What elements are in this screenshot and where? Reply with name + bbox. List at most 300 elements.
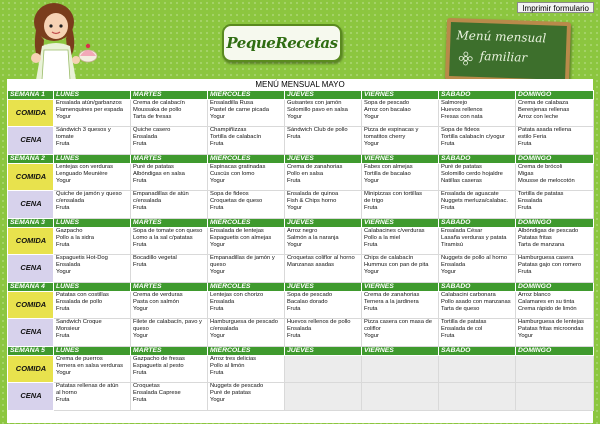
dish-text: Solomillo pavo en salsa — [287, 106, 348, 113]
dish-text: Pasta con salmón — [133, 298, 180, 305]
dish-text: Espaguetis Hot-Dog — [56, 255, 108, 261]
dish-text: Ensalada — [133, 133, 158, 140]
menu-cell[interactable] — [131, 100, 208, 127]
dish-text: Sopa de fideos — [441, 127, 480, 133]
menu-cell[interactable] — [54, 255, 131, 283]
menu-cell[interactable] — [131, 164, 208, 191]
dish-text: Bacalao dorado — [287, 298, 328, 305]
dish-text: Ensalada — [441, 261, 466, 268]
dish-text: coliflor — [364, 325, 381, 332]
dish-text: de trigo — [364, 197, 384, 204]
dish-text: Hamburguesa de lentejas — [518, 319, 585, 325]
dish-text: Fruta — [364, 204, 378, 211]
dish-text: Chips de calabacín — [364, 255, 414, 261]
dish-text: Hamburguesa de pescado — [210, 319, 278, 325]
dish-text: Tarta de queso — [441, 305, 480, 312]
comida-label: COMIDA — [8, 228, 54, 255]
dish-text: Patatas rellenas de atún — [56, 383, 119, 389]
dish-text: Ensalada — [287, 325, 312, 332]
day-header: DOMINGO — [516, 283, 594, 292]
comida-row — [8, 292, 594, 319]
dish-text: Monsieur — [56, 325, 80, 332]
menu-cell[interactable] — [54, 292, 131, 319]
dish-text: al horno — [56, 389, 77, 396]
dish-text: Arroz con leche — [518, 113, 559, 120]
cena-row — [8, 255, 594, 283]
dish-text: Minipizzas con tortillas — [364, 191, 422, 197]
print-form-button[interactable]: Imprimir formulario — [517, 2, 594, 13]
dish-text: Yogur — [210, 113, 225, 120]
dish-text: Pollo a la sidra — [56, 234, 95, 241]
dish-text: Quiche casero — [133, 127, 171, 133]
day-header: LUNES — [54, 219, 131, 228]
day-header: SÁBADO — [439, 219, 516, 228]
dish-text: Fruta — [133, 177, 147, 184]
dish-text: Yogur — [364, 177, 379, 184]
dish-text: Fruta — [210, 140, 224, 147]
day-header: LUNES — [54, 155, 131, 164]
menu-cell[interactable] — [54, 100, 131, 127]
menu-table — [7, 90, 594, 411]
dish-text: Yogur — [210, 332, 225, 339]
dish-text: Yogur — [518, 332, 533, 339]
menu-cell[interactable] — [439, 356, 516, 383]
dish-text: Fresas con nata — [441, 113, 483, 120]
dish-text: queso — [133, 325, 149, 332]
day-header: DOMINGO — [516, 347, 594, 356]
day-header: MARTES — [131, 91, 208, 100]
dish-text: Fruta — [210, 305, 224, 312]
dish-text: Fruta — [441, 332, 455, 339]
dish-text: Bocadillo vegetal — [133, 255, 177, 261]
dish-text: Lentejas con chorizo — [210, 292, 264, 298]
dish-text: Tiramisú — [441, 241, 464, 248]
menu-cell[interactable] — [54, 228, 131, 255]
dish-text: Ensalada de pollo — [56, 298, 103, 305]
dish-text: Ensalada Caprese — [133, 389, 181, 396]
dish-text: Pizza de espinacas y — [364, 127, 419, 133]
dish-text: Mousse de melocotón — [518, 177, 575, 184]
dish-text: Salmorejo — [441, 100, 468, 106]
menu-cell[interactable] — [285, 127, 362, 155]
menu-cell[interactable] — [516, 191, 594, 219]
menu-cell[interactable] — [285, 228, 362, 255]
day-header: SÁBADO — [439, 283, 516, 292]
dish-text: Puré de patatas — [441, 164, 482, 170]
day-header: JUEVES — [285, 347, 362, 356]
cena-label: CENA — [8, 319, 54, 347]
dish-text: Yogur — [56, 369, 71, 376]
dish-text: Sopa de pescado — [364, 100, 410, 106]
dish-text: Solomillo cerdo hojaldre — [441, 170, 503, 177]
dish-text: Gazpacho — [56, 228, 83, 234]
day-header: MARTES — [131, 347, 208, 356]
cena-label: CENA — [8, 127, 54, 155]
dish-text: Fruta — [518, 204, 532, 211]
dish-text: Yogur — [441, 268, 456, 275]
dish-text: Ternera a la jardinera — [364, 298, 419, 305]
dish-text: Patatas fritas microondas — [518, 325, 584, 332]
menu-cell[interactable] — [54, 127, 131, 155]
day-header: VIERNES — [362, 155, 439, 164]
menu-cell[interactable] — [362, 191, 439, 219]
dish-text: Tortilla de bacalao — [364, 170, 411, 177]
dish-text: Sopa de pescado — [287, 292, 333, 298]
dish-text: Ternera en salsa verduras — [56, 362, 124, 369]
menu-cell[interactable] — [54, 383, 131, 411]
dish-text: Croquetas coliflor al horno — [287, 255, 355, 261]
dish-text: Arroz blanco — [518, 292, 551, 298]
menu-cell[interactable] — [362, 127, 439, 155]
dish-text: Champiñizzas — [210, 127, 247, 133]
dish-text: Pollo asado con manzanas — [441, 298, 511, 305]
dish-text: Calamares en su tinta — [518, 298, 575, 305]
menu-cell[interactable] — [439, 127, 516, 155]
menu-cell[interactable] — [208, 356, 285, 383]
dish-text: Quiche de jamón y queso — [56, 191, 122, 197]
menu-cell[interactable] — [285, 255, 362, 283]
cena-row — [8, 191, 594, 219]
menu-cell[interactable] — [285, 191, 362, 219]
dish-text: Hamburguesa casera — [518, 255, 574, 261]
menu-title: MENÚ MENSUAL MAYO — [255, 80, 345, 89]
dish-text: Calabacines c/verduras — [364, 228, 425, 234]
menu-cell[interactable] — [362, 228, 439, 255]
dish-text: Ensalada César — [441, 228, 483, 234]
dish-text: Crema de calabaza — [518, 100, 569, 106]
dish-text: Tortilla calabacín c/yogur — [441, 133, 505, 140]
dish-text: Crema de puerros — [56, 356, 103, 362]
dish-text: Hummus con pan de pita — [364, 261, 429, 268]
dish-text: Flamenquines per espada — [56, 106, 124, 113]
menu-cell[interactable] — [285, 319, 362, 347]
dish-text: Manzanas asadas — [287, 261, 335, 268]
menu-cell[interactable] — [131, 319, 208, 347]
menu-cell[interactable] — [516, 228, 594, 255]
menu-cell[interactable] — [208, 127, 285, 155]
dish-text: Cuscús con lomo — [210, 170, 255, 177]
menu-cell[interactable] — [131, 255, 208, 283]
dish-text: Fruta — [441, 140, 455, 147]
day-header: VIERNES — [362, 347, 439, 356]
menu-cell[interactable] — [285, 164, 362, 191]
dish-text: Sándwich 3 quesos y — [56, 127, 111, 133]
menu-cell[interactable] — [439, 228, 516, 255]
menu-cell[interactable] — [208, 228, 285, 255]
chef-girl-illustration — [6, 0, 106, 80]
week-label: SEMANA 4 — [8, 283, 54, 292]
dish-text: Lasaña verduras y patata — [441, 234, 507, 241]
dish-text: Sopa de tomate con queso — [133, 228, 203, 234]
menu-cell[interactable] — [362, 100, 439, 127]
dish-text: Patatas fritas — [518, 234, 552, 241]
dish-text: Fabes con almejas — [364, 164, 413, 170]
day-header: VIERNES — [362, 219, 439, 228]
menu-cell[interactable] — [208, 383, 285, 411]
menu-cell[interactable] — [285, 383, 362, 411]
cena-row — [8, 383, 594, 411]
menu-cell[interactable] — [439, 100, 516, 127]
dish-text: Pizza casera con masa de — [364, 319, 432, 325]
board-line-2: familiar — [479, 49, 528, 65]
comida-row — [8, 164, 594, 191]
day-header: DOMINGO — [516, 219, 594, 228]
menu-cell[interactable] — [54, 319, 131, 347]
dish-text: c/ensalada — [133, 197, 162, 204]
menu-cell[interactable] — [439, 383, 516, 411]
board-line-1: Menú mensual — [456, 28, 547, 46]
brand-logo — [222, 24, 342, 62]
menu-cell[interactable] — [208, 100, 285, 127]
dish-text: Yogur — [210, 268, 225, 275]
dish-text: Patata asada rellena — [518, 127, 572, 133]
menu-cell[interactable] — [131, 292, 208, 319]
dish-text: Arroz con bacalao — [364, 106, 411, 113]
day-header: LUNES — [54, 91, 131, 100]
dish-text: Yogur — [133, 305, 148, 312]
day-header: LUNES — [54, 347, 131, 356]
menu-cell[interactable] — [54, 191, 131, 219]
dish-text: Yogur — [56, 268, 71, 275]
dish-text: Guisantes con jamón — [287, 100, 342, 106]
menu-cell[interactable] — [285, 100, 362, 127]
dish-text: Crema de calabacín — [133, 100, 185, 106]
menu-cell[interactable] — [516, 255, 594, 283]
menu-cell[interactable] — [208, 292, 285, 319]
dish-text: Yogur — [287, 241, 302, 248]
dish-text: Natillas caseras — [441, 177, 482, 184]
dish-text: Huevos rellenos — [441, 106, 483, 113]
dish-text: Fruta — [56, 140, 70, 147]
dish-text: Gazpacho de fresas — [133, 356, 185, 362]
dish-text: Yogur — [210, 177, 225, 184]
dish-text: Filete de calabacín, pavo y — [133, 319, 202, 325]
menu-cell[interactable] — [516, 292, 594, 319]
dish-text: Pollo en salsa — [287, 170, 324, 177]
dish-text: Ensalada — [210, 298, 235, 305]
menu-cell[interactable] — [362, 164, 439, 191]
week-header-row — [8, 283, 594, 292]
dish-text: Crema de zanahorias — [364, 292, 420, 298]
week-label: SEMANA 5 — [8, 347, 54, 356]
dish-text: Yogur — [133, 332, 148, 339]
menu-cell[interactable] — [439, 292, 516, 319]
menu-cell[interactable] — [54, 164, 131, 191]
dish-text: Ensalada — [56, 261, 81, 268]
menu-cell[interactable] — [516, 164, 594, 191]
dish-text: Fruta — [133, 369, 147, 376]
dish-text: c/ensalada — [56, 197, 85, 204]
menu-cell[interactable] — [131, 127, 208, 155]
week-header-row — [8, 219, 594, 228]
day-header: SÁBADO — [439, 91, 516, 100]
day-header: MARTES — [131, 219, 208, 228]
day-header: VIERNES — [362, 91, 439, 100]
dish-text: tomatitos cherry — [364, 133, 406, 140]
cena-row — [8, 319, 594, 347]
week-label: SEMANA 1 — [8, 91, 54, 100]
menu-cell[interactable] — [208, 255, 285, 283]
menu-cell[interactable] — [439, 191, 516, 219]
flower-doodle-icon — [457, 50, 474, 67]
menu-cell[interactable] — [208, 191, 285, 219]
dish-text: Yogur — [364, 140, 379, 147]
dish-text: Tarta de manzana — [518, 241, 565, 248]
dish-text: Fruta — [210, 369, 224, 376]
menu-cell[interactable] — [362, 319, 439, 347]
menu-cell[interactable] — [285, 292, 362, 319]
dish-text: Nuggets de pescado — [210, 383, 264, 389]
menu-cell[interactable] — [362, 356, 439, 383]
dish-text: Yogur — [287, 204, 302, 211]
dish-text: Ensaladilla Rusa — [210, 100, 254, 106]
dish-text: Crema de zanahorias — [287, 164, 343, 170]
dish-text: Ensalada atún/garbanzos — [56, 100, 122, 106]
day-header: JUEVES — [285, 283, 362, 292]
day-header: SÁBADO — [439, 347, 516, 356]
dish-text: Crema de verduras — [133, 292, 183, 298]
week-header-row — [8, 91, 594, 100]
comida-label: COMIDA — [8, 356, 54, 383]
dish-text: Empanadillas de atún — [133, 191, 189, 197]
menu-cell[interactable] — [516, 356, 594, 383]
menu-cell[interactable] — [131, 383, 208, 411]
dish-text: Pollo a la miel — [364, 234, 401, 241]
menu-cell[interactable] — [516, 127, 594, 155]
menu-cell[interactable] — [439, 164, 516, 191]
day-header: MIÉRCOLES — [208, 347, 285, 356]
dish-text: Fruta — [133, 140, 147, 147]
cena-row — [8, 127, 594, 155]
day-header: SÁBADO — [439, 155, 516, 164]
menu-cell[interactable] — [131, 356, 208, 383]
dish-text: Espaguetis al pesto — [133, 362, 184, 369]
menu-cell[interactable] — [131, 191, 208, 219]
dish-text: Nuggets merluza/calabac. — [441, 197, 509, 204]
dish-text: Migas — [518, 170, 534, 177]
dish-text: Fruta — [56, 305, 70, 312]
dish-text: Ensalada de quinoa — [287, 191, 339, 197]
dish-text: Espaguetis con almejas — [210, 234, 272, 241]
dish-text: Calabacini carbonara — [441, 292, 496, 298]
dish-text: Fruta — [133, 241, 147, 248]
dish-text: Yogur — [56, 177, 71, 184]
menu-cell[interactable] — [439, 319, 516, 347]
menu-cell[interactable] — [54, 356, 131, 383]
chalkboard-sign — [445, 18, 571, 84]
dish-text: Yogur — [364, 113, 379, 120]
dish-text: Fruta — [287, 332, 301, 339]
dish-text: Fruta — [287, 177, 301, 184]
day-header: JUEVES — [285, 219, 362, 228]
menu-cell[interactable] — [208, 319, 285, 347]
dish-text: Nuggets de pollo al horno — [441, 255, 508, 261]
dish-text: Tortilla de patatas — [518, 191, 564, 197]
comida-row — [8, 100, 594, 127]
dish-text: Patatas con costillas — [56, 292, 109, 298]
dish-text: tomate — [56, 133, 74, 140]
day-header: MIÉRCOLES — [208, 155, 285, 164]
comida-row — [8, 228, 594, 255]
dish-text: Fruta — [56, 204, 70, 211]
dish-text: Albóndigas de pescado — [518, 228, 579, 234]
comida-row — [8, 356, 594, 383]
dish-text: Tortilla de calabacín — [210, 133, 262, 140]
dish-text: Arroz negro — [287, 228, 318, 234]
day-header: DOMINGO — [516, 91, 594, 100]
day-header: VIERNES — [362, 283, 439, 292]
dish-text: queso — [210, 261, 226, 268]
week-label: SEMANA 3 — [8, 219, 54, 228]
menu-cell[interactable] — [362, 255, 439, 283]
dish-text: Fruta — [287, 133, 301, 140]
dish-text: Yogur — [364, 268, 379, 275]
day-header: MIÉRCOLES — [208, 91, 285, 100]
dish-text: Pastel de carne picada — [210, 106, 269, 113]
cena-label: CENA — [8, 191, 54, 219]
menu-cell[interactable] — [285, 356, 362, 383]
menu-cell[interactable] — [516, 319, 594, 347]
dish-text: Ensalada de col — [441, 325, 483, 332]
dish-text: Sándwich Club de pollo — [287, 127, 348, 133]
comida-label: COMIDA — [8, 292, 54, 319]
dish-text: Fruta — [210, 204, 224, 211]
dish-text: Yogur — [56, 113, 71, 120]
menu-cell[interactable] — [362, 383, 439, 411]
dish-text: Fruta — [56, 396, 70, 403]
dish-text: Crema de brócoli — [518, 164, 563, 170]
dish-text: Puré de patatas — [133, 164, 174, 170]
cena-label: CENA — [8, 255, 54, 283]
menu-cell[interactable] — [362, 292, 439, 319]
dish-text: Fruta — [518, 140, 532, 147]
menu-cell[interactable] — [516, 383, 594, 411]
dish-text: estilo Feria — [518, 133, 547, 140]
menu-cell[interactable] — [208, 164, 285, 191]
menu-cell[interactable] — [439, 255, 516, 283]
dish-text: Sopa de fideos — [210, 191, 249, 197]
dish-text: Fruta — [364, 241, 378, 248]
dish-text: Ensalada de aguacate — [441, 191, 499, 197]
dish-text: Albóndigas en salsa — [133, 170, 185, 177]
dish-text: Fruta — [133, 396, 147, 403]
day-header: MARTES — [131, 283, 208, 292]
dish-text: Arroz tres delicias — [210, 356, 257, 362]
dish-text: Fruta — [441, 204, 455, 211]
dish-text: Croquetas — [133, 383, 160, 389]
dish-text: Crema rápido de limón — [518, 305, 577, 312]
menu-cell[interactable] — [516, 100, 594, 127]
dish-text: Fruta — [133, 261, 147, 268]
dish-text: Yogur — [210, 241, 225, 248]
week-header-row — [8, 155, 594, 164]
dish-text: Ensalada de lentejas — [210, 228, 264, 234]
dish-text: Croquetas de queso — [210, 197, 263, 204]
dish-text: Fruta — [287, 305, 301, 312]
day-header: JUEVES — [285, 91, 362, 100]
dish-text: Fruta — [133, 204, 147, 211]
day-header: JUEVES — [285, 155, 362, 164]
dish-text: Empanadillas de jamón y — [210, 255, 275, 261]
dish-text: Fruta — [56, 241, 70, 248]
dish-text: Fruta — [518, 268, 532, 275]
menu-cell[interactable] — [131, 228, 208, 255]
comida-label: COMIDA — [8, 164, 54, 191]
dish-text: Tortilla de patatas — [441, 319, 487, 325]
menu-panel — [7, 79, 593, 423]
dish-text: Ensalada — [518, 197, 543, 204]
dish-text: c/ensalada — [210, 325, 239, 332]
